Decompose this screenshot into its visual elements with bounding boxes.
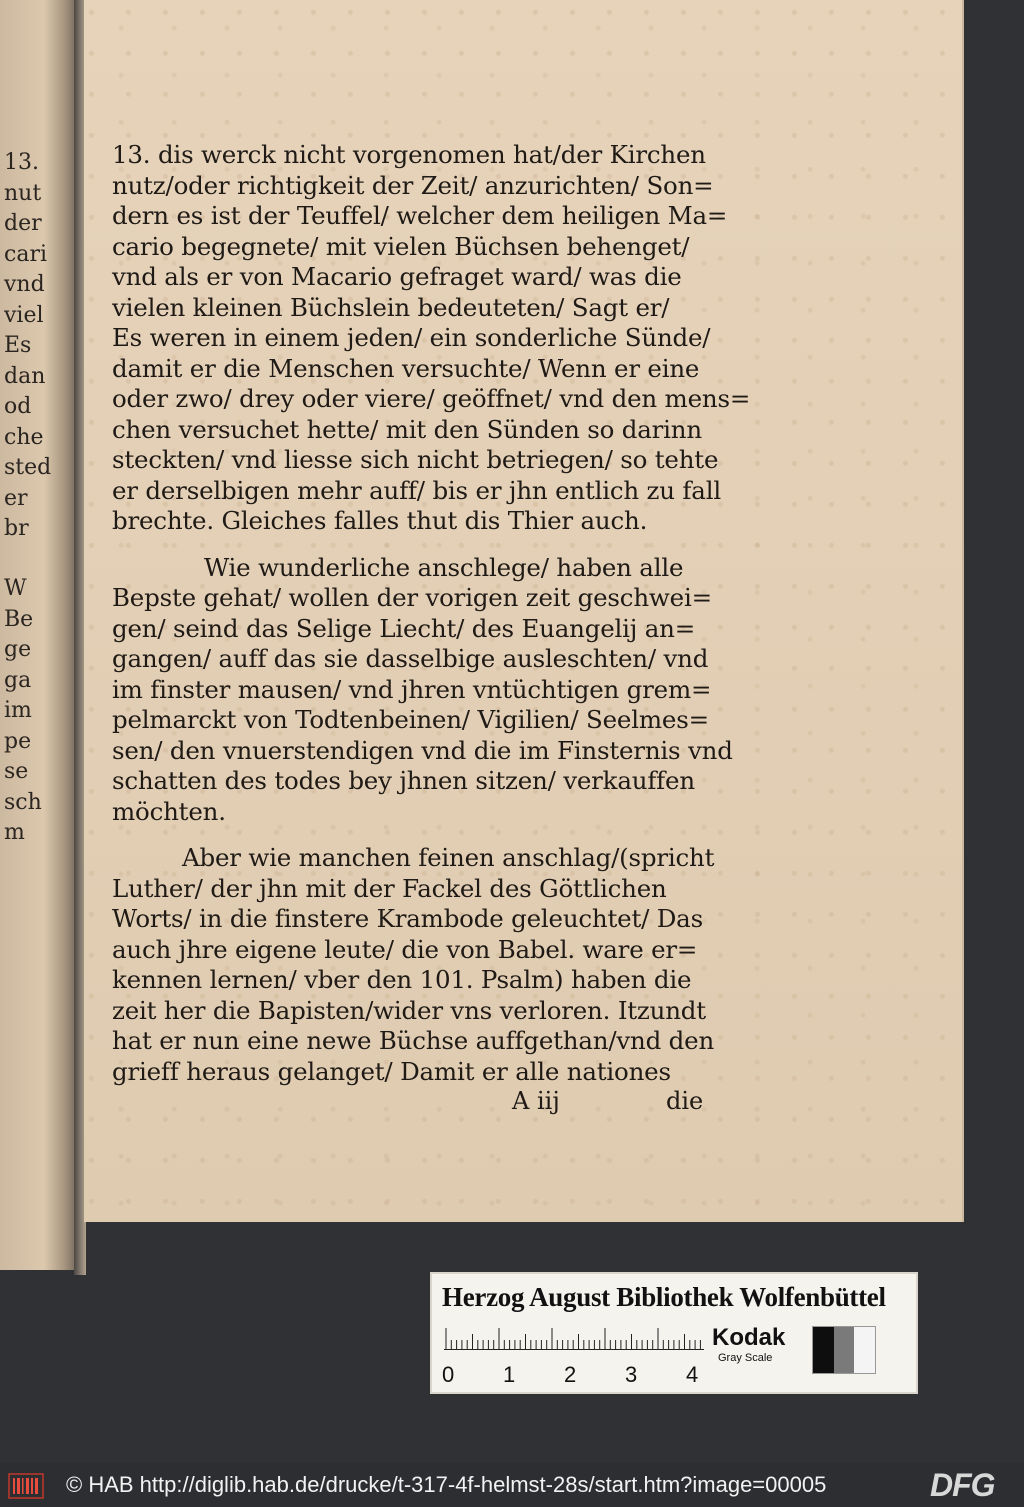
text-line: Bepste gehat/ wollen der vorigen zeit geschwei= (112, 583, 712, 612)
text-line: möchten. (112, 796, 226, 826)
ruler-number: 3 (625, 1362, 638, 1387)
text-line: Es weren in einem jeden/ ein sonderliche Sünde/ (112, 323, 711, 352)
ruler-number: 1 (503, 1362, 516, 1387)
gray-swatch (834, 1327, 855, 1373)
prev-page-fragment: sted (4, 455, 52, 480)
prev-page-fragment: ge (4, 637, 32, 662)
barcode-icon (8, 1473, 44, 1499)
text-line: nutz/oder richtigkeit der Zeit/ anzurichten/ Son= (112, 170, 714, 200)
catchword: die (666, 1087, 704, 1115)
signature-mark: A iij (512, 1087, 560, 1115)
prev-page-fragment: er (4, 485, 28, 511)
text-line: chen versuchet hette/ mit den Sünden so darinn (112, 414, 702, 444)
text-line: cario begegnete/ mit vielen Büchsen behenget/ (112, 231, 690, 261)
prev-page-fragment: Es (4, 333, 32, 358)
text-line: pelmarckt von Todtenbeinen/ Vigilien/ Seelmes= (112, 705, 709, 734)
text-line: Wie wunderliche anschlege/ haben alle (204, 552, 684, 582)
gray-scale-label: Gray Scale (718, 1352, 773, 1364)
prev-page-fragment: se (4, 759, 29, 784)
prev-page-fragment: der (4, 211, 42, 236)
previous-page-edge (0, 0, 80, 1270)
text-line: zeit her die Bapisten/wider vns verloren. Itzundt (112, 995, 706, 1025)
prev-page-fragment: 13. (4, 150, 39, 175)
prev-page-fragment: Be (4, 606, 34, 632)
dfg-logo: DFG (930, 1467, 995, 1503)
paragraph-gap (112, 537, 702, 553)
paragraph-gap (112, 827, 702, 843)
text-line: im finster mausen/ vnd jhren vntüchtigen grem= (112, 674, 712, 704)
library-name: Herzog August Bibliothek Wolfenbüttel (442, 1282, 886, 1312)
gray-swatches (812, 1326, 876, 1374)
prev-page-fragment: od (4, 394, 32, 419)
ruler-number: 0 (442, 1362, 455, 1387)
prev-page-fragment: vnd (4, 272, 45, 297)
text-line: schatten des todes bey jhnen sitzen/ verkauffen (112, 766, 695, 795)
prev-page-fragment: pe (4, 728, 32, 754)
prev-page-fragment: sch (4, 789, 42, 815)
ruler-numbers (436, 1362, 716, 1388)
text-line: vielen kleinen Büchslein bedeuteten/ Sagt er/ (112, 292, 670, 322)
text-line: vnd als er von Macario gefraget ward/ was die (112, 262, 682, 291)
text-line: 13. dis werck nicht vorgenomen hat/der Kirchen (112, 140, 706, 169)
text-line: Worts/ in die finstere Krambode geleuchtet/ Das (112, 904, 703, 933)
text-line: Luther/ der jhn mit der Fackel des Göttlichen (112, 873, 667, 903)
library-color-card (430, 1272, 918, 1394)
text-line: steckten/ vnd liesse sich nicht betriegen/ so tehte (112, 445, 719, 474)
text-line: er derselbigen mehr auff/ bis er jhn entlich zu fall (112, 475, 721, 505)
prev-page-fragment: W (4, 576, 27, 601)
book-page (84, 0, 962, 1222)
page-foot-row (112, 1087, 702, 1117)
prev-page-fragment: im (4, 698, 32, 723)
prev-page-fragment: che (4, 424, 44, 450)
text-line: gen/ seind das Selige Liecht/ des Euangelij an= (112, 613, 696, 643)
prev-page-fragment: dan (4, 363, 46, 389)
prev-page-fragment: m (4, 820, 25, 845)
text-line: Aber wie manchen feinen anschlag/(spricht (182, 843, 715, 872)
prev-page-fragment: nut (4, 180, 42, 206)
paragraph-3 (112, 843, 715, 1087)
gray-swatch (854, 1327, 875, 1373)
prev-page-fragment: cari (4, 241, 47, 267)
paragraph-2 (112, 552, 733, 828)
prev-page-fragment: ga (4, 667, 32, 693)
paragraph-1 (112, 140, 751, 537)
copyright-url[interactable]: © HAB http://diglib.hab.de/drucke/t-317-4f-helmst-28s/start.htm?image=00005 (66, 1472, 827, 1497)
text-line: damit er die Menschen versuchte/ Wenn er eine (112, 353, 700, 383)
text-line: grieff heraus gelanget/ Damit er alle nationes (112, 1056, 671, 1086)
text-line: auch jhre eigene leute/ die von Babel. ware er= (112, 934, 698, 964)
page-text (112, 140, 751, 1117)
text-line: sen/ den vnuerstendigen vnd die im Finsternis vnd (112, 735, 733, 765)
gray-swatch (813, 1327, 834, 1373)
ruler-scale (444, 1326, 704, 1350)
text-line: oder zwo/ drey oder viere/ geöffnet/ vnd den mens= (112, 384, 751, 413)
ruler-number: 2 (564, 1362, 577, 1387)
text-line: dern es ist der Teuffel/ welcher dem heiligen Ma= (112, 201, 728, 230)
kodak-brand: Kodak (712, 1324, 786, 1351)
prev-page-fragment: viel (4, 302, 44, 328)
prev-page-fragment: br (4, 516, 29, 541)
footer-bar (0, 1463, 1024, 1507)
text-line: hat er nun eine newe Büchse auffgethan/vnd den (112, 1026, 715, 1055)
text-line: gangen/ auff das sie dasselbige ausleschten/ vnd (112, 644, 709, 673)
text-line: brechte. Gleiches falles thut dis Thier auch. (112, 506, 648, 535)
ruler-number: 4 (686, 1362, 699, 1387)
text-line: kennen lernen/ vber den 101. Psalm) haben die (112, 965, 692, 994)
